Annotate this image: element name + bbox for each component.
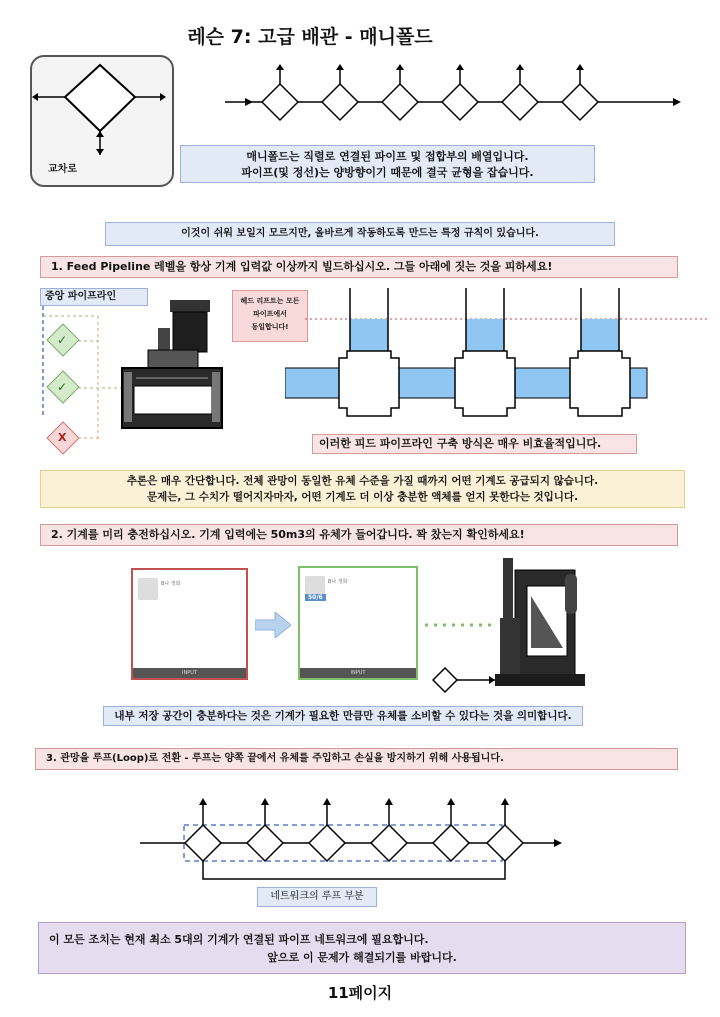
intro-box — [180, 145, 595, 183]
fluid-level-diagram — [285, 286, 710, 436]
input-bar: INPUT — [133, 668, 246, 678]
storage-caption-box — [103, 706, 583, 726]
intro-line-1: 매니폴드는 직렬로 연결된 파이프 및 접합부의 배열입니다. — [246, 150, 529, 163]
summary-box — [38, 922, 686, 974]
intro-line-2: 파이프(및 정선)는 양방향이기 때문에 결국 균형을 잡습니다. — [241, 166, 534, 179]
loop-label-box — [257, 887, 377, 907]
refinery-machine-icon — [425, 556, 595, 696]
fluid-amount-badge: 50/6 — [305, 594, 326, 601]
page-title: 레슨 7: 고급 배관 - 매니폴드 — [187, 26, 433, 48]
rule2-box — [40, 524, 678, 546]
machine-input-card-empty — [131, 568, 248, 680]
rule3-text: 3. 관망을 루프(Loop)로 전환 - 루프는 양쪽 끝에서 유체를 주입하고 손실을 방지하기 위해 사용됩니다. — [46, 753, 504, 764]
head-lift-line-3: 동일합니다! — [251, 323, 289, 331]
reasoning-box — [40, 470, 685, 508]
junction-label: 교차로 — [48, 164, 77, 175]
summary-line-2: 앞으로 이 문제가 해결되기를 바랍니다. — [267, 951, 457, 964]
card-title: B나 정화 — [328, 579, 348, 585]
page-number: 11페이지 — [327, 984, 393, 1002]
reasoning-line-2: 문제는, 그 수치가 떨어지자마자, 어떤 기계도 더 이상 충분한 액체를 얻지 못한다는 것입니다. — [146, 491, 579, 503]
head-lift-line-1: 헤드 리프트는 모든 — [240, 297, 300, 305]
rules-intro-text: 이것이 쉬워 보일지 모르지만, 올바르게 작동하도록 만드는 특정 규칙이 있습니다. — [181, 228, 539, 239]
check-mark-1: ✓ — [57, 333, 68, 347]
check-diagram — [38, 306, 128, 456]
summary-line-1: 이 모든 조치는 현재 최소 5대의 기계가 연결된 파이프 네트워크에 필요합니다. — [49, 933, 429, 946]
rule2-text: 2. 기계를 미리 충전하십시오. 기계 입력에는 50m3의 유체가 들어갑니다. 꽉 찼는지 확인하세요! — [51, 528, 525, 541]
storage-caption: 내부 저장 공간이 충분하다는 것은 기계가 필요한 만큼만 유체를 소비할 수 있다는 것을 의미합니다. — [114, 710, 572, 722]
card-title: B나 정화 — [161, 581, 181, 587]
machine-input-card-full — [298, 566, 418, 680]
rule3-box — [35, 748, 678, 770]
rule1-box — [40, 256, 678, 278]
loop-label: 네트워크의 루프 부분 — [270, 891, 364, 902]
inefficient-caption-box — [312, 434, 637, 454]
rules-intro-box — [105, 222, 615, 246]
inefficient-caption: 이러한 피드 파이프라인 구축 방식은 매우 비효율적입니다. — [319, 437, 602, 450]
input-bar: INPUT — [300, 668, 416, 678]
machine-thumbnail — [138, 578, 158, 600]
reasoning-line-1: 추론은 매우 간단합니다. 전체 관망이 동일한 유체 수준을 가질 때까지 어떤 기계도 공급되지 않습니다. — [126, 475, 599, 487]
rule1-text: 1. Feed Pipeline 레벨을 항상 기계 입력값 이상까지 빌드하십시오. 그들 아래에 짓는 것을 피하세요! — [51, 260, 553, 273]
central-pipeline-text: 중앙 파이프라인 — [45, 291, 117, 302]
check-mark-2: ✓ — [57, 380, 68, 394]
head-lift-line-2: 파이프에서 — [253, 310, 287, 318]
arrow-right-icon — [255, 612, 291, 638]
cross-mark: X — [58, 431, 67, 444]
machine-icon — [118, 298, 228, 438]
loop-network-diagram — [140, 795, 570, 895]
manifold-chain-diagram — [225, 62, 685, 142]
